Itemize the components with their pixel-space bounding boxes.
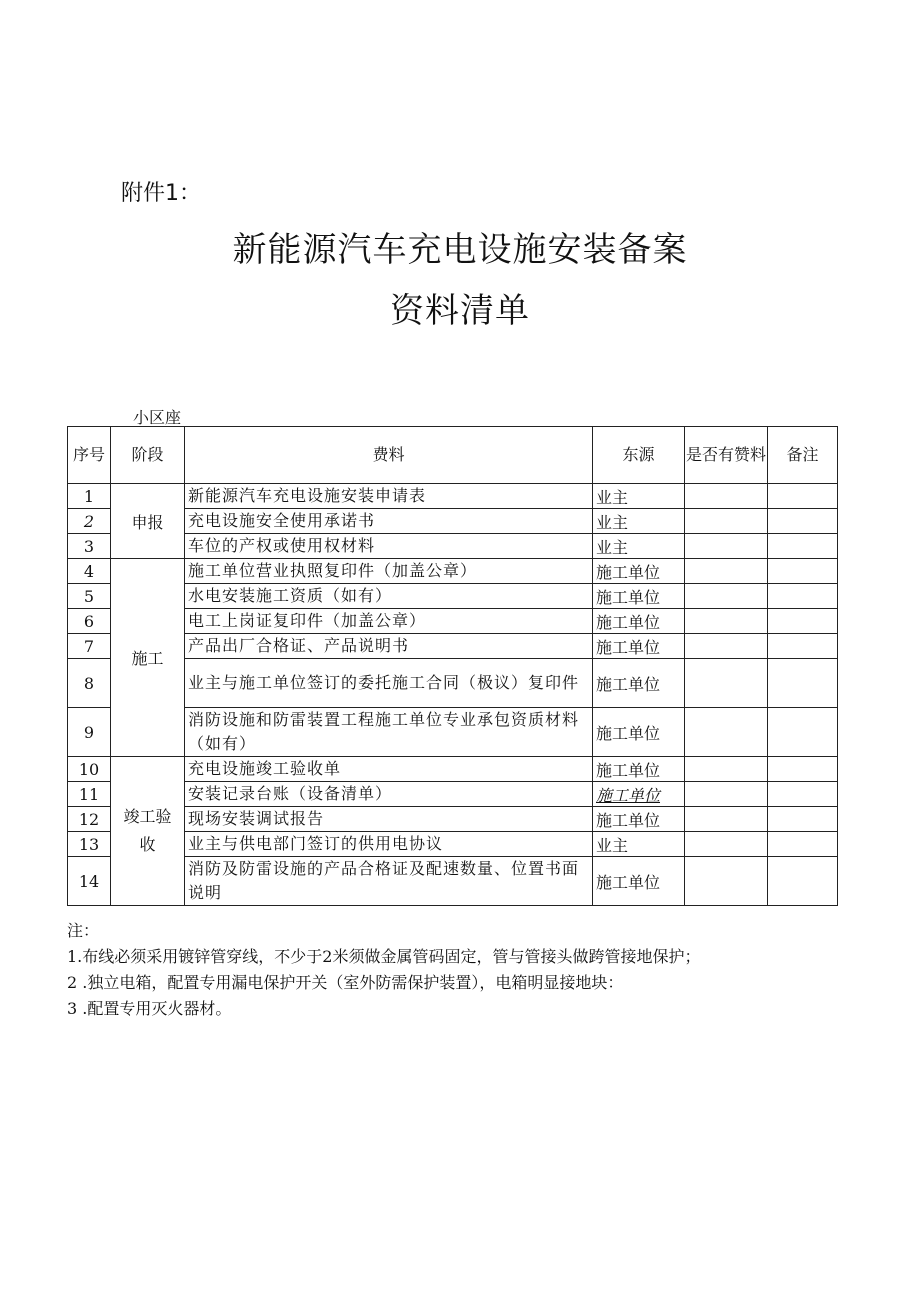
row-remark-cell <box>768 634 838 659</box>
row-no: 3 <box>68 534 111 559</box>
header-remark: 备注 <box>768 427 838 484</box>
row-material: 新能源汽车充电设施安装申请表 <box>185 484 593 509</box>
table-row <box>68 559 838 584</box>
row-no: 12 <box>68 807 111 832</box>
row-source: 业主 <box>593 534 685 559</box>
materials-table <box>67 426 838 906</box>
row-material: 车位的产权或使用权材料 <box>185 534 593 559</box>
community-label: 小区座 <box>133 408 182 427</box>
row-no: 7 <box>68 634 111 659</box>
row-provided-cell <box>685 534 768 559</box>
row-source: 业主 <box>593 832 685 857</box>
row-provided-cell <box>685 782 768 807</box>
row-material: 消防设施和防雷装置工程施工单位专业承包资质材料（如有） <box>185 708 593 757</box>
header-material: 费料 <box>185 427 593 484</box>
row-provided-cell <box>685 659 768 708</box>
document-title-line2: 资料清单 <box>390 291 530 331</box>
row-remark-cell <box>768 559 838 584</box>
table-row <box>68 484 838 509</box>
document-title-line1: 新能源汽车充电设施安装备案 <box>232 230 688 270</box>
row-provided-cell <box>685 807 768 832</box>
row-no: 8 <box>68 659 111 708</box>
attachment-label: 附件1： <box>121 181 201 206</box>
row-provided-cell <box>685 559 768 584</box>
row-remark-cell <box>768 584 838 609</box>
row-no: 9 <box>68 708 111 757</box>
row-remark-cell <box>768 484 838 509</box>
header-no: 序号 <box>68 427 111 484</box>
row-provided-cell <box>685 832 768 857</box>
row-remark-cell <box>768 609 838 634</box>
row-remark-cell <box>768 782 838 807</box>
row-source: 业主 <box>593 509 685 534</box>
row-provided-cell <box>685 584 768 609</box>
row-material: 消防及防雷设施的产品合格证及配速数量、位置书面说明 <box>185 857 593 906</box>
header-stage: 阶段 <box>111 427 185 484</box>
stage-acceptance-line1: 竣工验 <box>123 807 172 826</box>
row-source: 施工单位 <box>593 782 685 807</box>
row-source: 业主 <box>593 484 685 509</box>
row-provided-cell <box>685 708 768 757</box>
row-no: 4 <box>68 559 111 584</box>
row-remark-cell <box>768 832 838 857</box>
row-material: 充电设施安全使用承诺书 <box>185 509 593 534</box>
row-no: 2 <box>68 509 111 534</box>
row-source: 施工单位 <box>593 659 685 708</box>
note-item: 3 .配置专用灭火器材。 <box>67 999 232 1018</box>
row-source: 施工单位 <box>593 708 685 757</box>
row-no: 14 <box>68 857 111 906</box>
stage-acceptance <box>111 757 185 906</box>
row-no: 13 <box>68 832 111 857</box>
row-material: 水电安装施工资质（如有） <box>185 584 593 609</box>
header-provided: 是否有赞料 <box>685 427 768 484</box>
notes-label: 注： <box>67 921 100 940</box>
table-header-row <box>68 427 838 484</box>
row-remark-cell <box>768 708 838 757</box>
note-item: 2 .独立电箱，配置专用漏电保护开关（室外防需保护装置），电箱明显接地块： <box>67 973 624 992</box>
row-source: 施工单位 <box>593 609 685 634</box>
row-no: 11 <box>68 782 111 807</box>
row-no: 10 <box>68 757 111 782</box>
notes <box>67 918 700 1022</box>
row-remark-cell <box>768 534 838 559</box>
row-source: 施工单位 <box>593 757 685 782</box>
row-remark-cell <box>768 807 838 832</box>
row-provided-cell <box>685 509 768 534</box>
table-row <box>68 757 838 782</box>
row-source: 施工单位 <box>593 857 685 906</box>
row-remark-cell <box>768 659 838 708</box>
row-source: 施工单位 <box>593 584 685 609</box>
row-remark-cell <box>768 509 838 534</box>
row-remark-cell <box>768 757 838 782</box>
stage-acceptance-line2: 收 <box>139 835 156 854</box>
row-material: 施工单位营业执照复印件（加盖公章） <box>185 559 593 584</box>
row-source: 施工单位 <box>593 807 685 832</box>
row-material: 安装记录台账（设备清单） <box>185 782 593 807</box>
row-material: 现场安装调试报告 <box>185 807 593 832</box>
row-source: 施工单位 <box>593 634 685 659</box>
row-provided-cell <box>685 484 768 509</box>
row-remark-cell <box>768 857 838 906</box>
row-material: 充电设施竣工验收单 <box>185 757 593 782</box>
row-provided-cell <box>685 857 768 906</box>
row-material: 电工上岗证复印件（加盖公章） <box>185 609 593 634</box>
row-provided-cell <box>685 757 768 782</box>
note-item: 1.布线必须采用镀锌管穿线，不少于2米须做金属管码固定，管与管接头做跨管接地保护； <box>67 947 701 966</box>
stage-apply: 申报 <box>111 484 185 559</box>
row-no: 6 <box>68 609 111 634</box>
stage-construct: 施工 <box>111 559 185 757</box>
row-no: 5 <box>68 584 111 609</box>
row-material: 业主与施工单位签订的委托施工合同（极议）复印件 <box>185 659 593 708</box>
row-source: 施工单位 <box>593 559 685 584</box>
header-source: 东源 <box>593 427 685 484</box>
row-no: 1 <box>68 484 111 509</box>
row-provided-cell <box>685 634 768 659</box>
row-provided-cell <box>685 609 768 634</box>
row-material: 产品出厂合格证、产品说明书 <box>185 634 593 659</box>
row-material: 业主与供电部门签订的供用电协议 <box>185 832 593 857</box>
